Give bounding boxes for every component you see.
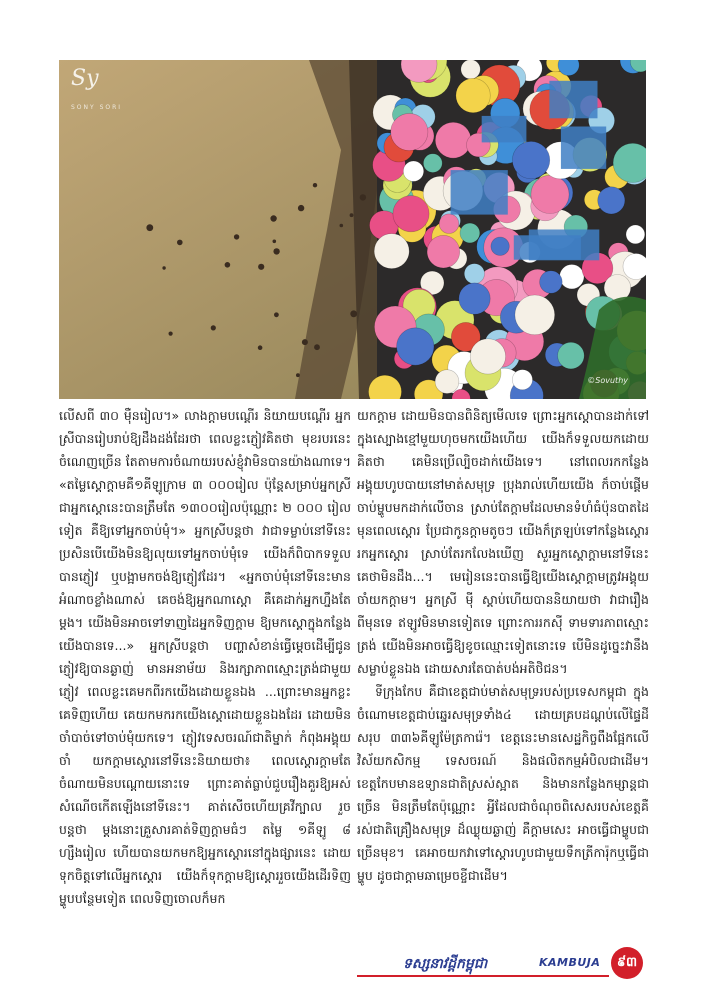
market-aerial-image (59, 60, 646, 399)
watermark-logo: Sy (71, 66, 99, 91)
magazine-name-english: KAMBUJA (539, 956, 601, 969)
article-paragraph: លើសពី ៣០ ម៉ឺនរៀល។» លាងក្តាមបណ្តើរ និយាយបណ្តើរ អ្នកស្រីបានរៀបរាប់ឱ្យដឹងដង់ដែរថា ពេលខ្លះភ្ញៀវគិតថា មុខរបរនេះចំណេញច្រើន តែតាមការចំណាយរបស់ខ្ញុំវាមិនបានយ៉ាងណាទេ។ «តម្លៃស្ដោក្តាមគឺ១គីឡូក្រាម ៣ ០០០រៀល ប៉ុន្តែសម្រាប់អ្នកស្រីជាអ្នកស្ដោនេះបានត្រឹមតែ ១៣០០រៀលប៉ុណ្ណោះ ២ ០០០ រៀលទៀត គឺឱ្យទៅអ្នកចាប់មុំ។» អ្នកស្រីបន្តថា វាជាទម្លាប់នៅទីនេះ ប្រសិនបើយើងមិនឱ្យលុយទៅអ្នកចាប់មុំទេ យើងក៏ពិបាកទទួលបានភ្ញៀវ ឬបង្អាមកចង់ឱ្យភ្ញៀវដែរ។ «អ្នកចាប់មុំនៅទីនេះមានអំណាចខ្លាំងណាស់ គេចង់ឱ្យអ្នកណាស្ដោ គឺគេដាក់អ្នកហ្នឹងតែម្តង។ យើងមិនអាចទៅទាញដៃអ្នកទិញក្តាម ឱ្យមកស្ដោក្នុងកន្លែងយើងបានទេ...» អ្នកស្រីបន្តថា បញ្ហាសំខាន់ធ្វើម្ដេចដើម្បីជូនភ្ញៀវឱ្យបានឆ្ងាញ់ មានអនាម័យ និងរក្សាភាពស្មោះត្រង់ជាមួយភ្ញៀវ ពេលខ្លះគេមកពីរកយើងដោយខ្លួនឯង ...ព្រោះមានអ្នកខ្លះគេទិញហើយ គេយកមករកយើងស្ដោដោយខ្លួនឯងដែរ ដោយមិនចាំបាច់ទៅចាប់មុំយកទេ។ ភ្ញៀវទេសចរណ៍ជាតិម្នាក់ កំពុងអង្គុយចាំ យកក្តាមស្ដោរនៅទីនេះនិយាយថា៖ ពេលស្ដោរក្តាមតែចំណាយមិនបណ្តោយនោះទេ ព្រោះគាត់ធ្លាប់ជួបរឿងគួរឱ្យអស់សំណើចកើតឡើងនៅទីនេះ។ គាត់សើចហើយគ្រវីក្បាល រួចបន្តថា ម្តងនោះគ្រួសារគាត់ទិញក្តាមធំៗ តម្លៃ ១គីឡូ ៨ ហ្សឹងរៀល ហើយបានយកមកឱ្យអ្នកស្ដោរនៅក្នុងផ្សារនេះ ដោយទុកចិត្តទៅលើអ្នកស្ដោរ យើងក៏ទុកក្តាមឱ្យស្ដោររួចយើងដើរទិញម្ហូបបន្ថែមទៀត ពេលទិញចោលក៏មក (59, 408, 351, 906)
watermark-subtitle: SONY SORI (71, 104, 123, 111)
article-column-right (357, 404, 649, 952)
article-column-left (59, 404, 351, 952)
article-paragraph: យកក្តាម ដោយមិនបានពិនិត្យមើលទេ ព្រោះអ្នកស្ដោបានដាក់ទៅក្នុងស្បោងខ្មៅមួយហុចមកយើងហើយ យើងក៏ទទួលយកដោយគិតថា គេមិនប្រើល្បិចដាក់យើងទេ។ នៅពេលរកកន្លែងអង្គុយហូបបាយនៅមាត់សមុទ្រ ប្រុងរាល់ហើយយើង ក៏ចាប់ផ្តើមចាប់ម្ហូបមកដាក់លើចាន ស្រាប់តែក្តាមដែលមានទំហំធំប៉ុនបាតដៃមុនពេលស្ដោរ ប្រែជាកូនក្តាមតូចៗ យើងក៏ត្រឡប់ទៅកន្លែងស្ដោរ រកអ្នកស្ដោរ ស្រាប់តែរកលែងឃើញ សួរអ្នកស្ដោក្តាមនៅទីនេះ គេថាមិនដឹង...។ មេរៀននេះបានធ្វើឱ្យយើងស្ដោក្តាមត្រូវអង្គុយចាំយកក្តាម។ អ្នកស្រី ម៉ី ស្តាប់ហើយបាននិយាយថា វាជារឿងពីមុនទេ ឥឡូវមិនមានទៀតទេ ព្រោះការរកស៊ី ទាមទារភាពស្មោះត្រង់ យើងមិនអាចធ្វើឱ្យខូចឈ្មោះទៀតនោះទេ បើមិនដូច្នេះវានឹងសម្លាប់ខ្លួនឯង ដោយសារតែបាត់បង់អតិថិជន។ (357, 408, 649, 676)
article-paragraph: ទីក្រុងកែប គឺជាខេត្តជាប់មាត់សមុទ្ររបស់ប្រទេសកម្ពុជា ក្នុងចំណោមខេត្តជាប់ឆ្នេរសមុទ្រទាំង៤ ដោយគ្របដណ្តប់លើផ្ទៃដីសរុប ៣៣៦គីឡូម៉ែត្រការ៉េ។ ខេត្តនេះមានសេដ្ឋកិច្ចពឹងផ្អែកលើវិស័យកសិកម្ម ទេសចរណ៍ និងផលិតកម្មអំបិលជាដើម។ ខេត្តកែបមានឧទ្យានជាតិស្រស់ស្អាត និងមានកន្លែងកម្សាន្តជាច្រើន មិនត្រឹមតែប៉ុណ្ណោះ អ្វីដែលជាចំណុចពិសេសរបស់ខេត្តគឺ រស់ជាតិគ្រឿងសមុទ្រ ដ៏ឈ្ងុយឆ្ងាញ់ គឺក្តាមសេះ អាចធ្វើជាម្ហូបជាច្រើនមុខ។ គេអាចយកវាទៅស្ដោរហូបជាមួយទឹកត្រីការ៉ុកឬធ្វើជាម្ហូប ដូចជាក្តាមឆាម្រេចខ្ចីជាដើម។ (357, 684, 649, 883)
page-footer (357, 945, 647, 979)
page-number-badge (611, 947, 643, 979)
footer-rule (357, 975, 609, 977)
page-number: ៩៣ (616, 954, 638, 970)
photo-credit: ©Sovuthy (587, 376, 628, 385)
magazine-name: ទស្សនាវដ្តីកម្ពុជា (403, 956, 488, 972)
hero-photo (59, 60, 646, 399)
